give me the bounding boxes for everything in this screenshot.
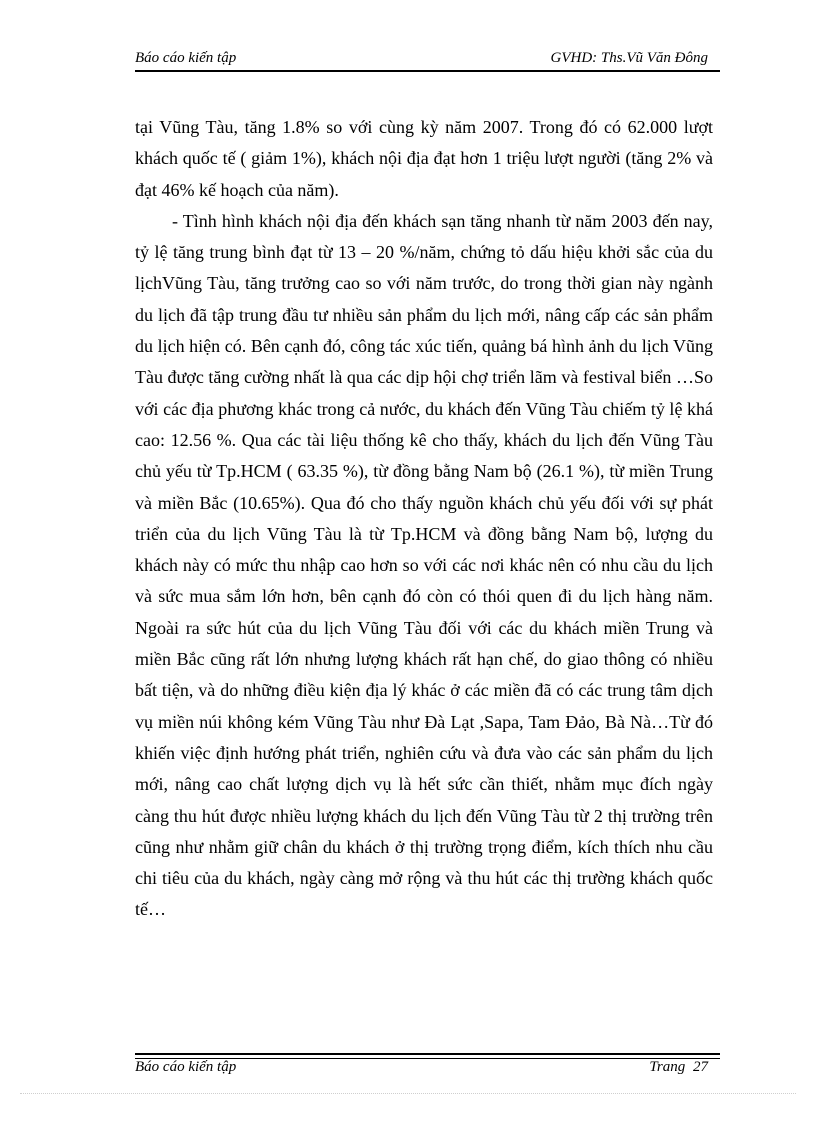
page-header	[135, 48, 720, 70]
header-supervisor: GVHD: Ths.Vũ Văn Đông	[550, 50, 708, 66]
header-report-title: Báo cáo kiến tập	[135, 50, 237, 66]
document-body	[135, 112, 713, 926]
paragraph-domestic-visitors: - Tình hình khách nội địa đến khách sạn tăng nhanh từ năm 2003 đến nay, tỷ lệ tăng trung bình đạt từ 13 – 20 %/năm, chứng tỏ dấu hiệu khởi sắc của du lịchVũng Tàu, tăng trưởng cao so với năm trước, do trong thời gian này ngành du lịch đã tập trung đầu tư nhiều sản phẩm du lịch mới, nâng cấp các sản phẩm du lịch hiện có. Bên cạnh đó, công tác xúc tiến, quảng bá hình ảnh du lịch Vũng Tàu được tăng cường nhất là qua các dịp hội chợ triển lãm và festival biển …So với các địa phương khác trong cả nước, du khách đến Vũng Tàu chiếm tỷ lệ khá cao: 12.56 %. Qua các tài liệu thống kê cho thấy, khách du lịch đến Vũng Tàu chủ yếu từ Tp.HCM ( 63.35 %), từ đồng bằng Nam bộ (26.1 %), từ miền Trung và miền Bắc (10.65%). Qua đó cho thấy nguồn khách chủ yếu đối với sự phát triển của du lịch Vũng Tàu là từ Tp.HCM và đồng bằng Nam bộ, lượng du khách này có mức thu nhập cao hơn so với các nơi khác nên có nhu cầu du lịch và sức mua sắm lớn hơn, bên cạnh đó còn có thói quen đi du lịch hàng năm. Ngoài ra sức hút của du lịch Vũng Tàu đối với các du khách miền Trung và miền Bắc cũng rất lớn nhưng lượng khách rất hạn chế, do giao thông có nhiều bất tiện, và do những điều kiện địa lý khác ở các miền đã có các trung tâm dịch vụ miền núi không kém Vũng Tàu như Đà Lạt ,Sapa, Tam Đảo, Bà Nà…Từ đó khiến việc định hướng phát triển, nghiên cứu và đưa vào các sản phẩm du lịch mới, nâng cao chất lượng dịch vụ là hết sức cần thiết, nhằm mục đích ngày càng thu hút được nhiều lượng khách du lịch đến Vũng Tàu từ 2 thị trường trên cũng như nhằm giữ chân du khách ở thị trường trọng điểm, kích thích nhu cầu chi tiêu của du khách, ngày càng mở rộng và thu hút các thị trường khách quốc tế…	[135, 210, 713, 920]
page-edge-divider	[20, 1093, 796, 1094]
paragraph-continuation: tại Vũng Tàu, tăng 1.8% so với cùng kỳ năm 2007. Trong đó có 62.000 lượt khách quốc tế ( giảm 1%), khách nội địa đạt hơn 1 triệu lượt người (tăng 2% và đạt 46% kế hoạch của năm).	[135, 117, 713, 200]
footer-report-title: Báo cáo kiến tập	[135, 1059, 237, 1075]
page-number: Trang 27	[649, 1059, 708, 1075]
page-footer	[135, 1057, 720, 1079]
header-divider	[135, 70, 720, 72]
